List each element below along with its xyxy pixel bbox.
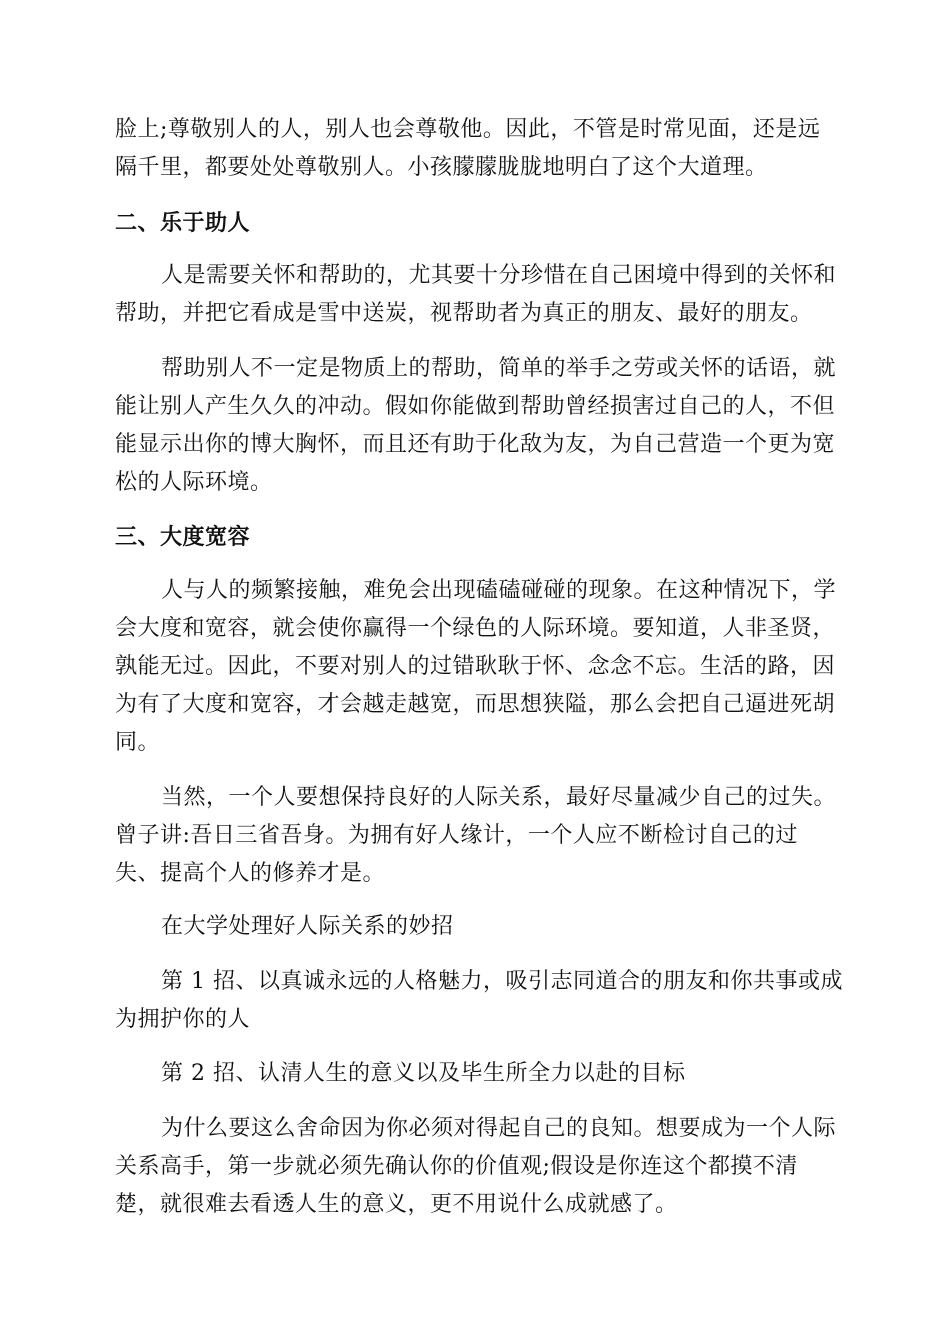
text-line: 松的人际环境。 — [115, 470, 273, 495]
paragraph-care-help — [115, 257, 835, 333]
text-line: 孰能无过。因此，不要对别人的过错耿耿于怀、念念不忘。生活的路，因 — [115, 654, 836, 679]
paragraph-reduce-mistakes — [115, 779, 835, 893]
text-line: 人与人的频繁接触，难免会出现磕磕碰碰的现象。在这种情况下，学 — [161, 578, 837, 603]
text-line: 第 1 招、以真诚永远的人格魅力，吸引志同道合的朋友和你共事或成 — [161, 969, 843, 994]
text-line: 为什么要这么舍命因为你必须对得起自己的良知。想要成为一个人际 — [161, 1116, 837, 1141]
section-heading-tolerance: 三、大度宽容 — [115, 525, 251, 550]
text-line: 在大学处理好人际关系的妙招 — [161, 914, 454, 939]
text-line: 隔千里，都要处处尊敬别人。小孩朦朦胧胧地明白了这个大道理。 — [115, 155, 768, 180]
text-line: 曾子讲:吾日三省吾身。为拥有好人缘计，一个人应不断检讨自己的过 — [115, 823, 798, 848]
paragraph-tip-2 — [115, 1055, 835, 1093]
section-heading-helpful: 二、乐于助人 — [115, 211, 251, 236]
text-line: 失、提高个人的修养才是。 — [115, 861, 386, 886]
text-line: 第 2 招、认清人生的意义以及毕生所全力以赴的目标 — [161, 1061, 686, 1086]
text-line: 同。 — [115, 730, 161, 755]
text-line: 当然，一个人要想保持良好的人际关系，最好尽量减少自己的过失。 — [161, 785, 837, 810]
text-line: 关系高手，第一步就必须先确认你的价值观;假设是你连这个都摸不清 — [115, 1154, 798, 1179]
text-line: 为有了大度和宽容，才会越走越宽，而思想狭隘，那么会把自己逼进死胡 — [115, 692, 836, 717]
paragraph-tip-1 — [115, 963, 843, 1039]
paragraph-tips-title — [115, 908, 835, 946]
text-line: 帮助别人不一定是物质上的帮助，简单的举手之劳或关怀的话语，就 — [161, 356, 837, 381]
paragraph-values — [115, 1110, 835, 1224]
text-line: 能让别人产生久久的冲动。假如你能做到帮助曾经损害过自己的人，不但 — [115, 394, 836, 419]
paragraph-respect-continuation — [115, 111, 835, 187]
text-line: 楚，就很难去看透人生的意义，更不用说什么成就感了。 — [115, 1192, 678, 1217]
text-line: 人是需要关怀和帮助的，尤其要十分珍惜在自己困境中得到的关怀和 — [161, 263, 837, 288]
paragraph-tolerance — [115, 572, 835, 762]
text-line: 脸上;尊敬别人的人，别人也会尊敬他。因此，不管是时常见面，还是远 — [115, 117, 821, 142]
text-line: 帮助，并把它看成是雪中送炭，视帮助者为真正的朋友、最好的朋友。 — [115, 301, 813, 326]
paragraph-helping-others — [115, 350, 835, 502]
text-line: 能显示出你的博大胸怀，而且还有助于化敌为友，为自己营造一个更为宽 — [115, 432, 836, 457]
text-line: 为拥护你的人 — [115, 1007, 251, 1032]
text-line: 会大度和宽容，就会使你赢得一个绿色的人际环境。要知道，人非圣贤， — [115, 616, 836, 641]
